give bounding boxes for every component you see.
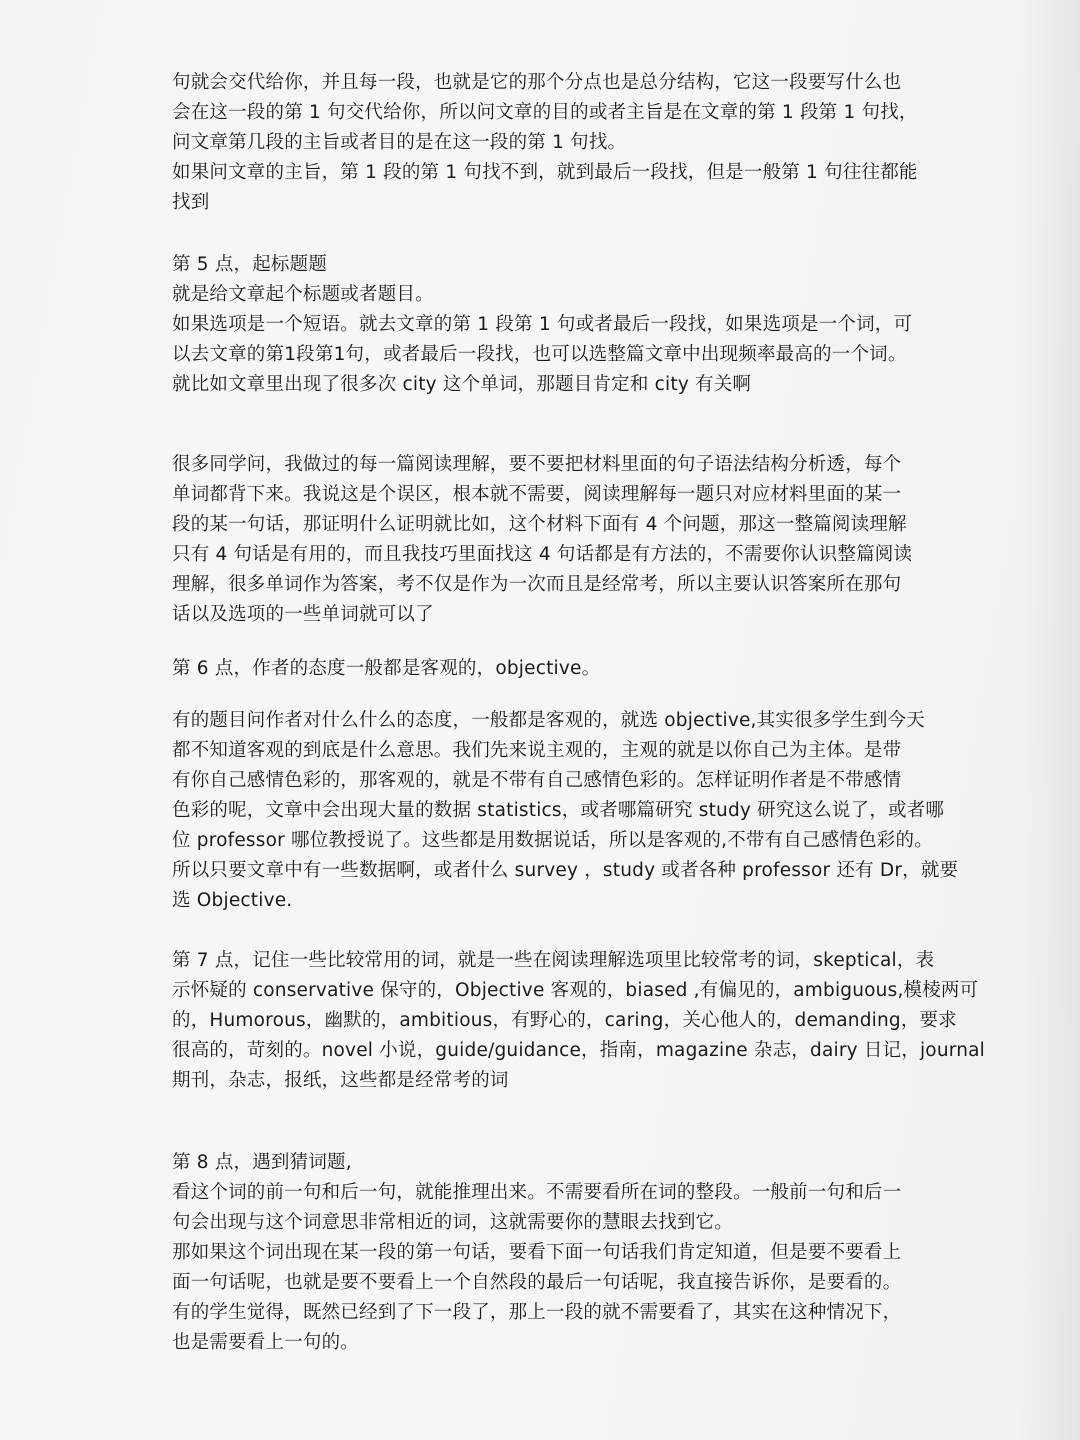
text-line: 就是给文章起个标题或者题目。 <box>172 284 434 305</box>
text-line: 有的学生觉得，既然已经到了下一段了，那上一段的就不需要看了，其实在这种情况下， <box>172 1302 902 1323</box>
text-line: 段的某一句话，那证明什么证明就比如，这个材料下面有 4 个问题，那这一整篇阅读理解 <box>172 514 907 535</box>
point-5-section <box>172 250 994 400</box>
reading-note-paragraph <box>172 450 994 630</box>
text-line: 看这个词的前一句和后一句，就能推理出来。不需要看所在词的整段。一般前一句和后一 <box>172 1182 902 1203</box>
page-edge-shadow <box>1020 0 1080 1440</box>
text-line: 如果选项是一个短语。就去文章的第 1 段第 1 句或者最后一段找，如果选项是一个词，可 <box>172 314 913 335</box>
text-line: 有你自己感情色彩的，那客观的，就是不带有自己感情色彩的。怎样证明作者是不带感情 <box>172 770 902 791</box>
text-line: 第 7 点，记住一些比较常用的词，就是一些在阅读理解选项里比较常考的词，skeptical，表 <box>172 950 935 971</box>
text-line: 那如果这个词出现在某一段的第一句话，要看下面一句话我们肯定知道，但是要不要看上 <box>172 1242 902 1263</box>
text-line: 单词都背下来。我说这是个误区，根本就不需要，阅读理解每一题只对应材料里面的某一 <box>172 484 902 505</box>
intro-paragraph <box>172 68 994 218</box>
text-line: 所以只要文章中有一些数据啊，或者什么 survey ，study 或者各种 professor 还有 Dr，就要 <box>172 860 959 881</box>
point-7-section <box>172 946 994 1096</box>
point-6-heading: 第 6 点，作者的态度一般都是客观的，objective。 <box>172 658 601 679</box>
point-6-heading-block <box>172 654 994 684</box>
text-line: 以去文章的第1段第1句，或者最后一段找，也可以选整篇文章中出现频率最高的一个词。 <box>172 344 907 365</box>
point-8-heading: 第 8 点，遇到猜词题, <box>172 1152 352 1173</box>
text-line: 选 Objective. <box>172 890 293 911</box>
text-line: 色彩的呢，文章中会出现大量的数据 statistics，或者哪篇研究 study 研究这么说了，或者哪 <box>172 800 945 821</box>
point-8-section <box>172 1148 994 1358</box>
text-line: 面一句话呢，也就是要不要看上一个自然段的最后一句话呢，我直接告诉你，是要看的。 <box>172 1272 902 1293</box>
text-line: 只有 4 句话是有用的，而且我技巧里面找这 4 句话都是有方法的，不需要你认识整篇阅读 <box>172 544 913 565</box>
text-line: 都不知道客观的到底是什么意思。我们先来说主观的，主观的就是以你自己为主体。是带 <box>172 740 902 761</box>
text-line: 有的题目问作者对什么什么的态度，一般都是客观的，就选 objective,其实很多学生到今天 <box>172 710 925 731</box>
text-line: 如果问文章的主旨，第 1 段的第 1 句找不到，就到最后一段找，但是一般第 1 句往往都能 <box>172 162 918 183</box>
text-line: 很高的，苛刻的。novel 小说，guide/guidance，指南，magazine 杂志，dairy 日记，journal <box>172 1040 986 1061</box>
text-line: 期刊，杂志，报纸，这些都是经常考的词 <box>172 1070 509 1091</box>
text-line: 句就会交代给你，并且每一段，也就是它的那个分点也是总分结构，它这一段要写什么也 <box>172 72 902 93</box>
text-line: 话以及选项的一些单词就可以了 <box>172 604 434 625</box>
text-line: 也是需要看上一句的。 <box>172 1332 360 1353</box>
point-6-body <box>172 706 994 916</box>
text-line: 就比如文章里出现了很多次 city 这个单词，那题目肯定和 city 有关啊 <box>172 374 752 395</box>
text-line: 找到 <box>172 192 210 213</box>
text-line: 会在这一段的第 1 句交代给你，所以问文章的目的或者主旨是在文章的第 1 段第 1 句找， <box>172 102 918 123</box>
point-5-heading: 第 5 点，起标题题 <box>172 254 328 275</box>
text-line: 示怀疑的 conservative 保守的，Objective 客观的，biased ,有偏见的，ambiguous,模棱两可 <box>172 980 979 1001</box>
text-line: 位 professor 哪位教授说了。这些都是用数据说话，所以是客观的,不带有自己感情色彩的。 <box>172 830 933 851</box>
text-line: 句会出现与这个词意思非常相近的词，这就需要你的慧眼去找到它。 <box>172 1212 734 1233</box>
text-line: 很多同学问，我做过的每一篇阅读理解，要不要把材料里面的句子语法结构分析透，每个 <box>172 454 902 475</box>
text-line: 问文章第几段的主旨或者目的是在这一段的第 1 句找。 <box>172 132 627 153</box>
text-line: 的，Humorous，幽默的，ambitious，有野心的，caring，关心他人的，demanding，要求 <box>172 1010 957 1031</box>
text-line: 理解，很多单词作为答案，考不仅是作为一次而且是经常考，所以主要认识答案所在那句 <box>172 574 902 595</box>
